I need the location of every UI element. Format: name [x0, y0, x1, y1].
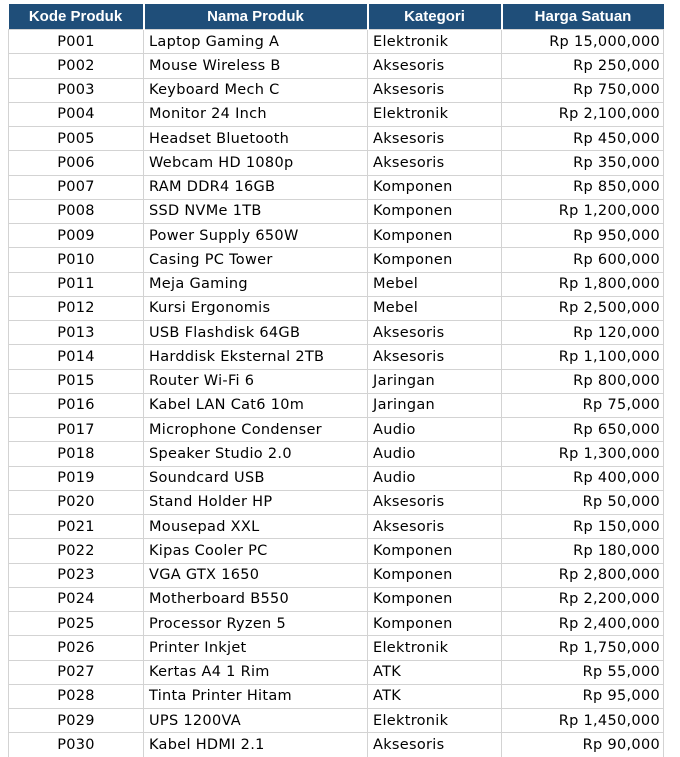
cell-kategori[interactable]: Aksesoris: [368, 490, 502, 514]
cell-harga-satuan[interactable]: Rp 2,400,000: [502, 612, 664, 636]
cell-kode-produk[interactable]: P030: [9, 733, 144, 757]
cell-harga-satuan[interactable]: Rp 90,000: [502, 733, 664, 757]
cell-harga-satuan[interactable]: Rp 2,800,000: [502, 563, 664, 587]
cell-harga-satuan[interactable]: Rp 2,200,000: [502, 587, 664, 611]
cell-nama-produk[interactable]: Stand Holder HP: [144, 490, 368, 514]
table-row: [9, 636, 664, 660]
cell-kode-produk[interactable]: P021: [9, 515, 144, 539]
cell-nama-produk[interactable]: Printer Inkjet: [144, 636, 368, 660]
cell-kode-produk[interactable]: P027: [9, 660, 144, 684]
cell-kategori[interactable]: Jaringan: [368, 393, 502, 417]
table-row: [9, 321, 664, 345]
cell-nama-produk[interactable]: Mousepad XXL: [144, 515, 368, 539]
cell-kode-produk[interactable]: P010: [9, 248, 144, 272]
table-row: [9, 30, 664, 54]
table-row: [9, 127, 664, 151]
cell-harga-satuan[interactable]: Rp 1,200,000: [502, 199, 664, 223]
cell-nama-produk[interactable]: Tinta Printer Hitam: [144, 684, 368, 708]
cell-harga-satuan[interactable]: Rp 1,100,000: [502, 345, 664, 369]
cell-nama-produk[interactable]: Webcam HD 1080p: [144, 151, 368, 175]
cell-nama-produk[interactable]: Kabel LAN Cat6 10m: [144, 393, 368, 417]
cell-harga-satuan[interactable]: Rp 850,000: [502, 175, 664, 199]
cell-kode-produk[interactable]: P018: [9, 442, 144, 466]
cell-kategori[interactable]: Komponen: [368, 563, 502, 587]
cell-kode-produk[interactable]: P008: [9, 199, 144, 223]
table-row: [9, 660, 664, 684]
cell-harga-satuan[interactable]: Rp 600,000: [502, 248, 664, 272]
cell-harga-satuan[interactable]: Rp 950,000: [502, 224, 664, 248]
table-row: [9, 175, 664, 199]
cell-kategori[interactable]: Aksesoris: [368, 54, 502, 78]
cell-nama-produk[interactable]: Kipas Cooler PC: [144, 539, 368, 563]
cell-harga-satuan[interactable]: Rp 750,000: [502, 78, 664, 102]
cell-nama-produk[interactable]: Kursi Ergonomis: [144, 296, 368, 320]
table-row: [9, 345, 664, 369]
cell-nama-produk[interactable]: Speaker Studio 2.0: [144, 442, 368, 466]
cell-kode-produk[interactable]: P014: [9, 345, 144, 369]
cell-kode-produk[interactable]: P012: [9, 296, 144, 320]
table-row: [9, 102, 664, 126]
cell-kode-produk[interactable]: P006: [9, 151, 144, 175]
cell-harga-satuan[interactable]: Rp 450,000: [502, 127, 664, 151]
cell-kode-produk[interactable]: P004: [9, 102, 144, 126]
cell-kategori[interactable]: Aksesoris: [368, 345, 502, 369]
cell-nama-produk[interactable]: Kertas A4 1 Rim: [144, 660, 368, 684]
cell-kategori[interactable]: Elektronik: [368, 709, 502, 733]
cell-harga-satuan[interactable]: Rp 75,000: [502, 393, 664, 417]
table-row: [9, 612, 664, 636]
table-row: [9, 296, 664, 320]
header-row: [9, 4, 664, 30]
cell-harga-satuan[interactable]: Rp 250,000: [502, 54, 664, 78]
cell-kode-produk[interactable]: P028: [9, 684, 144, 708]
cell-nama-produk[interactable]: Laptop Gaming A: [144, 30, 368, 54]
table-row: [9, 418, 664, 442]
cell-kategori[interactable]: Mebel: [368, 296, 502, 320]
cell-kategori[interactable]: Elektronik: [368, 102, 502, 126]
cell-nama-produk[interactable]: Router Wi-Fi 6: [144, 369, 368, 393]
table-row: [9, 466, 664, 490]
cell-kode-produk[interactable]: P007: [9, 175, 144, 199]
cell-kategori[interactable]: Komponen: [368, 224, 502, 248]
cell-harga-satuan[interactable]: Rp 2,500,000: [502, 296, 664, 320]
cell-kategori[interactable]: Elektronik: [368, 636, 502, 660]
table-row: [9, 199, 664, 223]
cell-kode-produk[interactable]: P022: [9, 539, 144, 563]
cell-kategori[interactable]: Komponen: [368, 248, 502, 272]
cell-harga-satuan[interactable]: Rp 150,000: [502, 515, 664, 539]
table-header: [9, 4, 664, 30]
cell-nama-produk[interactable]: Monitor 24 Inch: [144, 102, 368, 126]
cell-kode-produk[interactable]: P026: [9, 636, 144, 660]
header-kategori[interactable]: Kategori: [368, 4, 502, 30]
table-row: [9, 151, 664, 175]
cell-kategori[interactable]: Audio: [368, 418, 502, 442]
cell-harga-satuan[interactable]: Rp 50,000: [502, 490, 664, 514]
cell-harga-satuan[interactable]: Rp 2,100,000: [502, 102, 664, 126]
cell-harga-satuan[interactable]: Rp 1,450,000: [502, 709, 664, 733]
cell-harga-satuan[interactable]: Rp 95,000: [502, 684, 664, 708]
cell-kode-produk[interactable]: P019: [9, 466, 144, 490]
product-table-container: [8, 4, 663, 757]
cell-harga-satuan[interactable]: Rp 800,000: [502, 369, 664, 393]
cell-harga-satuan[interactable]: Rp 350,000: [502, 151, 664, 175]
cell-kategori[interactable]: ATK: [368, 660, 502, 684]
cell-kode-produk[interactable]: P024: [9, 587, 144, 611]
cell-nama-produk[interactable]: UPS 1200VA: [144, 709, 368, 733]
cell-kode-produk[interactable]: P003: [9, 78, 144, 102]
table-row: [9, 442, 664, 466]
table-row: [9, 54, 664, 78]
cell-kategori[interactable]: Elektronik: [368, 30, 502, 54]
cell-nama-produk[interactable]: RAM DDR4 16GB: [144, 175, 368, 199]
cell-kategori[interactable]: Komponen: [368, 175, 502, 199]
cell-nama-produk[interactable]: VGA GTX 1650: [144, 563, 368, 587]
table-row: [9, 224, 664, 248]
cell-kode-produk[interactable]: P016: [9, 393, 144, 417]
cell-kode-produk[interactable]: P002: [9, 54, 144, 78]
cell-kode-produk[interactable]: P009: [9, 224, 144, 248]
cell-kategori[interactable]: ATK: [368, 684, 502, 708]
cell-kategori[interactable]: Komponen: [368, 199, 502, 223]
cell-kategori[interactable]: Aksesoris: [368, 151, 502, 175]
cell-nama-produk[interactable]: SSD NVMe 1TB: [144, 199, 368, 223]
cell-kategori[interactable]: Aksesoris: [368, 78, 502, 102]
cell-nama-produk[interactable]: Microphone Condenser: [144, 418, 368, 442]
cell-nama-produk[interactable]: Processor Ryzen 5: [144, 612, 368, 636]
cell-kode-produk[interactable]: P017: [9, 418, 144, 442]
table-row: [9, 248, 664, 272]
cell-kategori[interactable]: Komponen: [368, 587, 502, 611]
cell-kategori[interactable]: Mebel: [368, 272, 502, 296]
cell-kode-produk[interactable]: P025: [9, 612, 144, 636]
cell-nama-produk[interactable]: Motherboard B550: [144, 587, 368, 611]
cell-nama-produk[interactable]: USB Flashdisk 64GB: [144, 321, 368, 345]
table-body: [9, 30, 664, 757]
cell-kategori[interactable]: Aksesoris: [368, 733, 502, 757]
cell-harga-satuan[interactable]: Rp 1,300,000: [502, 442, 664, 466]
cell-nama-produk[interactable]: Meja Gaming: [144, 272, 368, 296]
table-row: [9, 369, 664, 393]
table-row: [9, 490, 664, 514]
cell-kode-produk[interactable]: P029: [9, 709, 144, 733]
cell-harga-satuan[interactable]: Rp 180,000: [502, 539, 664, 563]
cell-kode-produk[interactable]: P001: [9, 30, 144, 54]
table-row: [9, 515, 664, 539]
cell-nama-produk[interactable]: Soundcard USB: [144, 466, 368, 490]
cell-harga-satuan[interactable]: Rp 1,750,000: [502, 636, 664, 660]
cell-harga-satuan[interactable]: Rp 400,000: [502, 466, 664, 490]
cell-nama-produk[interactable]: Harddisk Eksternal 2TB: [144, 345, 368, 369]
cell-nama-produk[interactable]: Kabel HDMI 2.1: [144, 733, 368, 757]
cell-nama-produk[interactable]: Headset Bluetooth: [144, 127, 368, 151]
table-row: [9, 272, 664, 296]
cell-kategori[interactable]: Aksesoris: [368, 515, 502, 539]
table-row: [9, 587, 664, 611]
cell-kategori[interactable]: Jaringan: [368, 369, 502, 393]
cell-kode-produk[interactable]: P015: [9, 369, 144, 393]
table-row: [9, 709, 664, 733]
cell-kode-produk[interactable]: P013: [9, 321, 144, 345]
cell-nama-produk[interactable]: Keyboard Mech C: [144, 78, 368, 102]
header-harga-satuan[interactable]: Harga Satuan: [502, 4, 664, 30]
cell-kode-produk[interactable]: P020: [9, 490, 144, 514]
header-nama-produk[interactable]: Nama Produk: [144, 4, 368, 30]
cell-kode-produk[interactable]: P011: [9, 272, 144, 296]
cell-kategori[interactable]: Komponen: [368, 539, 502, 563]
table-row: [9, 684, 664, 708]
cell-kategori[interactable]: Audio: [368, 442, 502, 466]
cell-kategori[interactable]: Komponen: [368, 612, 502, 636]
header-kode-produk[interactable]: Kode Produk: [9, 4, 144, 30]
cell-nama-produk[interactable]: Casing PC Tower: [144, 248, 368, 272]
cell-harga-satuan[interactable]: Rp 15,000,000: [502, 30, 664, 54]
table-row: [9, 539, 664, 563]
cell-kategori[interactable]: Aksesoris: [368, 127, 502, 151]
cell-kategori[interactable]: Aksesoris: [368, 321, 502, 345]
table-row: [9, 563, 664, 587]
cell-nama-produk[interactable]: Power Supply 650W: [144, 224, 368, 248]
cell-harga-satuan[interactable]: Rp 1,800,000: [502, 272, 664, 296]
cell-kategori[interactable]: Audio: [368, 466, 502, 490]
cell-harga-satuan[interactable]: Rp 650,000: [502, 418, 664, 442]
table-row: [9, 78, 664, 102]
cell-harga-satuan[interactable]: Rp 120,000: [502, 321, 664, 345]
table-row: [9, 393, 664, 417]
cell-kode-produk[interactable]: P005: [9, 127, 144, 151]
cell-nama-produk[interactable]: Mouse Wireless B: [144, 54, 368, 78]
product-table: [8, 4, 664, 757]
cell-harga-satuan[interactable]: Rp 55,000: [502, 660, 664, 684]
cell-kode-produk[interactable]: P023: [9, 563, 144, 587]
